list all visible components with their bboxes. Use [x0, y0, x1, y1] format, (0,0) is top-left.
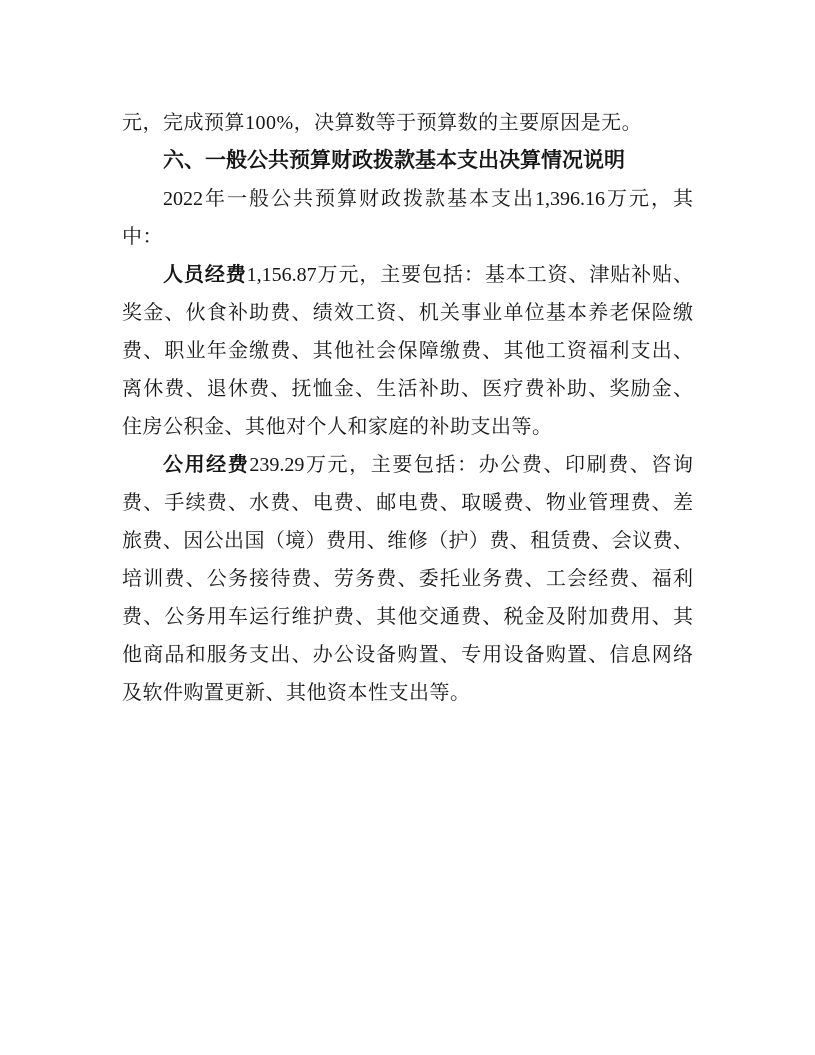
para-basic-expenditure-total: [122, 180, 693, 256]
body-text-segment: 培训费、公务接待费、劳务费、委托业务费、工会经费、福利: [122, 568, 693, 590]
section-heading-line: [122, 142, 693, 180]
para-budget-completion-tail: [122, 104, 693, 142]
body-text-segment: 239.29万元，主要包括：办公费、印刷费、咨询: [249, 454, 694, 476]
text-line: [122, 522, 693, 560]
text-line: [122, 104, 693, 142]
body-text-segment: 1,156.87万元，主要包括：基本工资、津贴补贴、: [246, 264, 694, 286]
text-line: [122, 446, 693, 484]
body-text-segment: 及软件购置更新、其他资本性支出等。: [122, 682, 471, 704]
bold-text-segment: 公用经费: [163, 454, 250, 476]
body-text-segment: 费、手续费、水费、电费、邮电费、取暖费、物业管理费、差: [122, 492, 693, 514]
text-line: [122, 484, 693, 522]
bold-text-segment: 人员经费: [163, 264, 247, 286]
body-text-segment: 中：: [122, 226, 163, 248]
para-public-funds: [122, 446, 693, 712]
body-text-segment: 元，完成预算100%，决算数等于预算数的主要原因是无。: [122, 112, 643, 134]
body-text-segment: 离休费、退休费、抚恤金、生活补助、医疗费补助、奖励金、: [122, 378, 693, 400]
section-six-heading: [122, 142, 693, 180]
body-text-segment: 旅费、因公出国（境）费用、维修（护）费、租赁费、会议费、: [122, 530, 693, 552]
text-line: [122, 294, 693, 332]
body-text-segment: 奖金、伙食补助费、绩效工资、机关事业单位基本养老保险缴: [122, 302, 693, 324]
text-block: [122, 104, 693, 712]
body-text-segment: 费、职业年金缴费、其他社会保障缴费、其他工资福利支出、: [122, 340, 693, 362]
body-text-segment: 费、公务用车运行维护费、其他交通费、税金及附加费用、其: [122, 606, 693, 628]
body-text-segment: 2022年一般公共预算财政拨款基本支出1,396.16万元，其: [163, 188, 693, 210]
text-line: [122, 560, 693, 598]
text-line: [122, 636, 693, 674]
text-line: [122, 370, 693, 408]
bold-text-segment: 六、一般公共预算财政拨款基本支出决算情况说明: [163, 149, 625, 172]
text-line: [122, 180, 693, 218]
body-text-segment: 他商品和服务支出、办公设备购置、专用设备购置、信息网络: [122, 644, 693, 666]
para-personnel-funds: [122, 256, 693, 446]
text-line: [122, 408, 693, 446]
text-line: [122, 332, 693, 370]
text-line: [122, 256, 693, 294]
text-line: [122, 674, 693, 712]
text-line: [122, 598, 693, 636]
text-line: [122, 218, 693, 256]
body-text-segment: 住房公积金、其他对个人和家庭的补助支出等。: [122, 416, 553, 438]
